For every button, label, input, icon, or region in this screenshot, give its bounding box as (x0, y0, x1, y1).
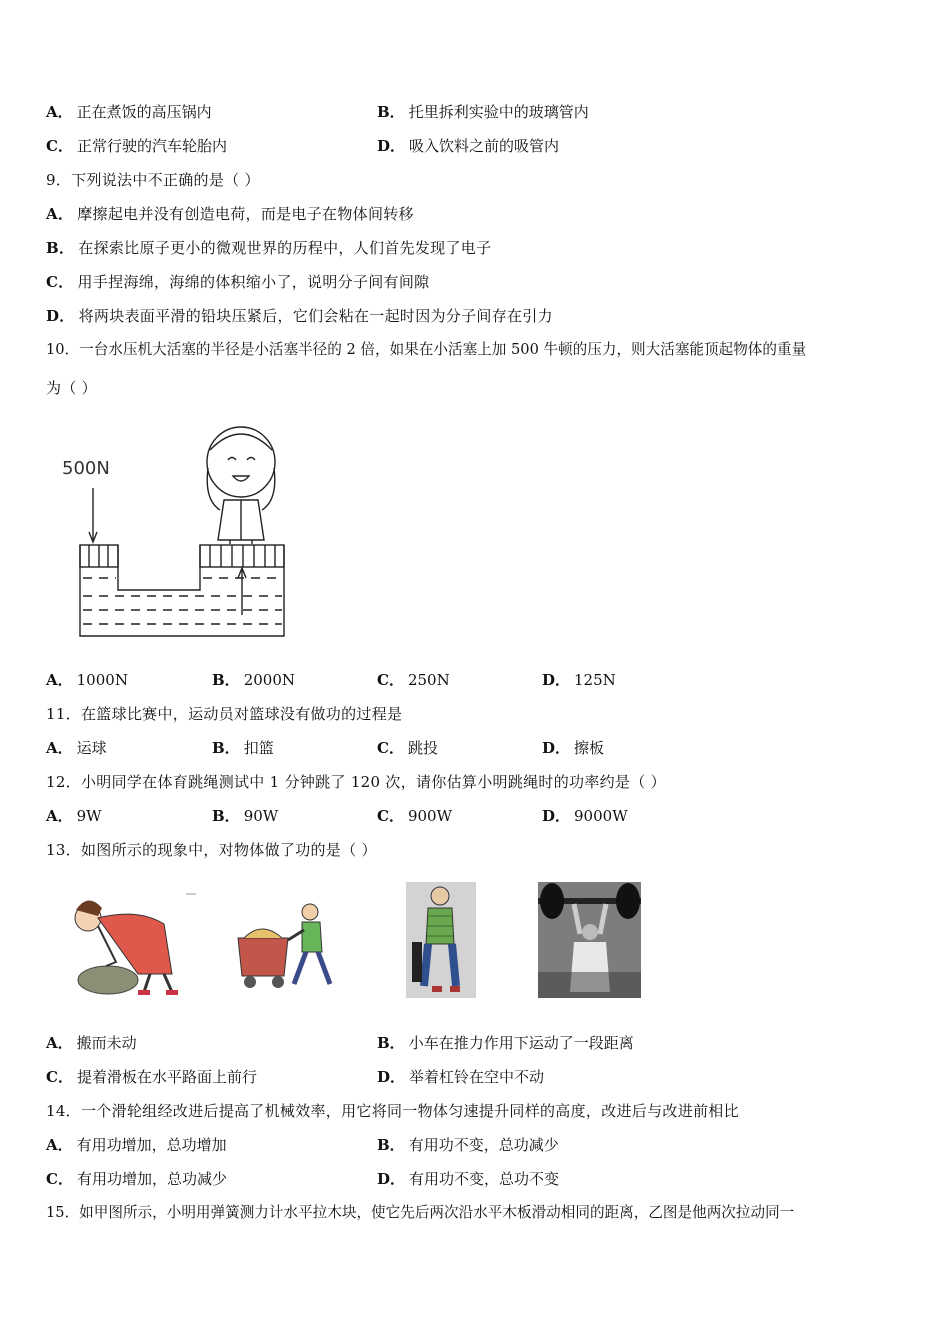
q10-option-b: B． 2000N (212, 671, 295, 689)
q13-option-b: B． 小车在推力作用下运动了一段距离 (377, 1034, 634, 1052)
q11-option-a: A． 运球 (46, 739, 107, 757)
force-label: 500N (62, 458, 110, 479)
q9-option-b: B． 在探索比原子更小的微观世界的历程中，人们首先发现了电子 (46, 239, 492, 257)
q14-stem: 14．一个滑轮组经改进后提高了机械效率，用它将同一物体匀速提升同样的高度，改进后与改进前相比 (46, 1102, 739, 1120)
q14-option-a: A． 有用功增加，总功增加 (46, 1136, 227, 1154)
q10-option-a: A． 1000N (46, 671, 128, 689)
q13-option-d: D． 举着杠铃在空中不动 (377, 1068, 545, 1086)
q12-option-d: D． 9000W (542, 807, 628, 825)
q9-option-d: D． 将两块表面平滑的铅块压紧后，它们会粘在一起时因为分子间存在引力 (46, 307, 553, 325)
q13-option-a: A． 搬而未动 (46, 1034, 137, 1052)
q12-stem: 12．小明同学在体育跳绳测试中 1 分钟跳了 120 次，请你估算小明跳绳时的功率约是（ ） (46, 773, 666, 791)
q8-option-b: B． 托里拆利实验中的玻璃管内 (377, 103, 589, 121)
q11-option-b: B． 扣篮 (212, 739, 274, 757)
hydraulic-press-figure (58, 420, 298, 645)
q10-stem-line1: 10．一台水压机大活塞的半径是小活塞半径的 2 倍，如果在小活塞上加 500 牛顿的压力，则大活塞能顶起物体的重量 (46, 341, 807, 358)
q15-stem: 15．如甲图所示，小明用弹簧测力计水平拉木块，使它先后两次沿水平木板滑动相同的距离，乙图是他两次拉动同一 (46, 1204, 795, 1221)
q13-stem: 13．如图所示的现象中，对物体做了功的是（ ） (46, 841, 377, 859)
q10-option-d: D． 125N (542, 671, 616, 689)
q9-option-c: C． 用手捏海绵，海绵的体积缩小了，说明分子间有间隙 (46, 273, 430, 291)
q9-stem: 9．下列说法中不正确的是（ ） (46, 171, 260, 189)
q11-stem: 11．在篮球比赛中，运动员对篮球没有做功的过程是 (46, 705, 403, 723)
picture-pushing-cart (232, 898, 344, 994)
q8-option-a: A． 正在煮饭的高压锅内 (46, 103, 212, 121)
q14-option-b: B． 有用功不变，总功减少 (377, 1136, 559, 1154)
q14-option-c: C． 有用功增加，总功减少 (46, 1170, 227, 1188)
hydraulic-press-drawing (58, 420, 298, 645)
picture-lifting-rock (68, 888, 198, 1000)
q9-option-a: A． 摩擦起电并没有创造电荷，而是电子在物体间转移 (46, 205, 414, 223)
q8-option-d: D． 吸入饮料之前的吸管内 (377, 137, 560, 155)
picture-carrying-skateboard (406, 882, 476, 998)
q12-option-b: B． 90W (212, 807, 279, 825)
q10-stem-line2: 为（ ） (46, 379, 97, 397)
q12-option-a: A． 9W (46, 807, 102, 825)
picture-holding-barbell (538, 882, 641, 998)
q11-option-c: C． 跳投 (377, 739, 438, 757)
q8-option-c: C． 正常行驶的汽车轮胎内 (46, 137, 227, 155)
q10-option-c: C． 250N (377, 671, 450, 689)
q14-option-d: D． 有用功不变，总功不变 (377, 1170, 560, 1188)
q13-option-c: C． 提着滑板在水平路面上前行 (46, 1068, 257, 1086)
q12-option-c: C． 900W (377, 807, 453, 825)
q11-option-d: D． 擦板 (542, 739, 605, 757)
